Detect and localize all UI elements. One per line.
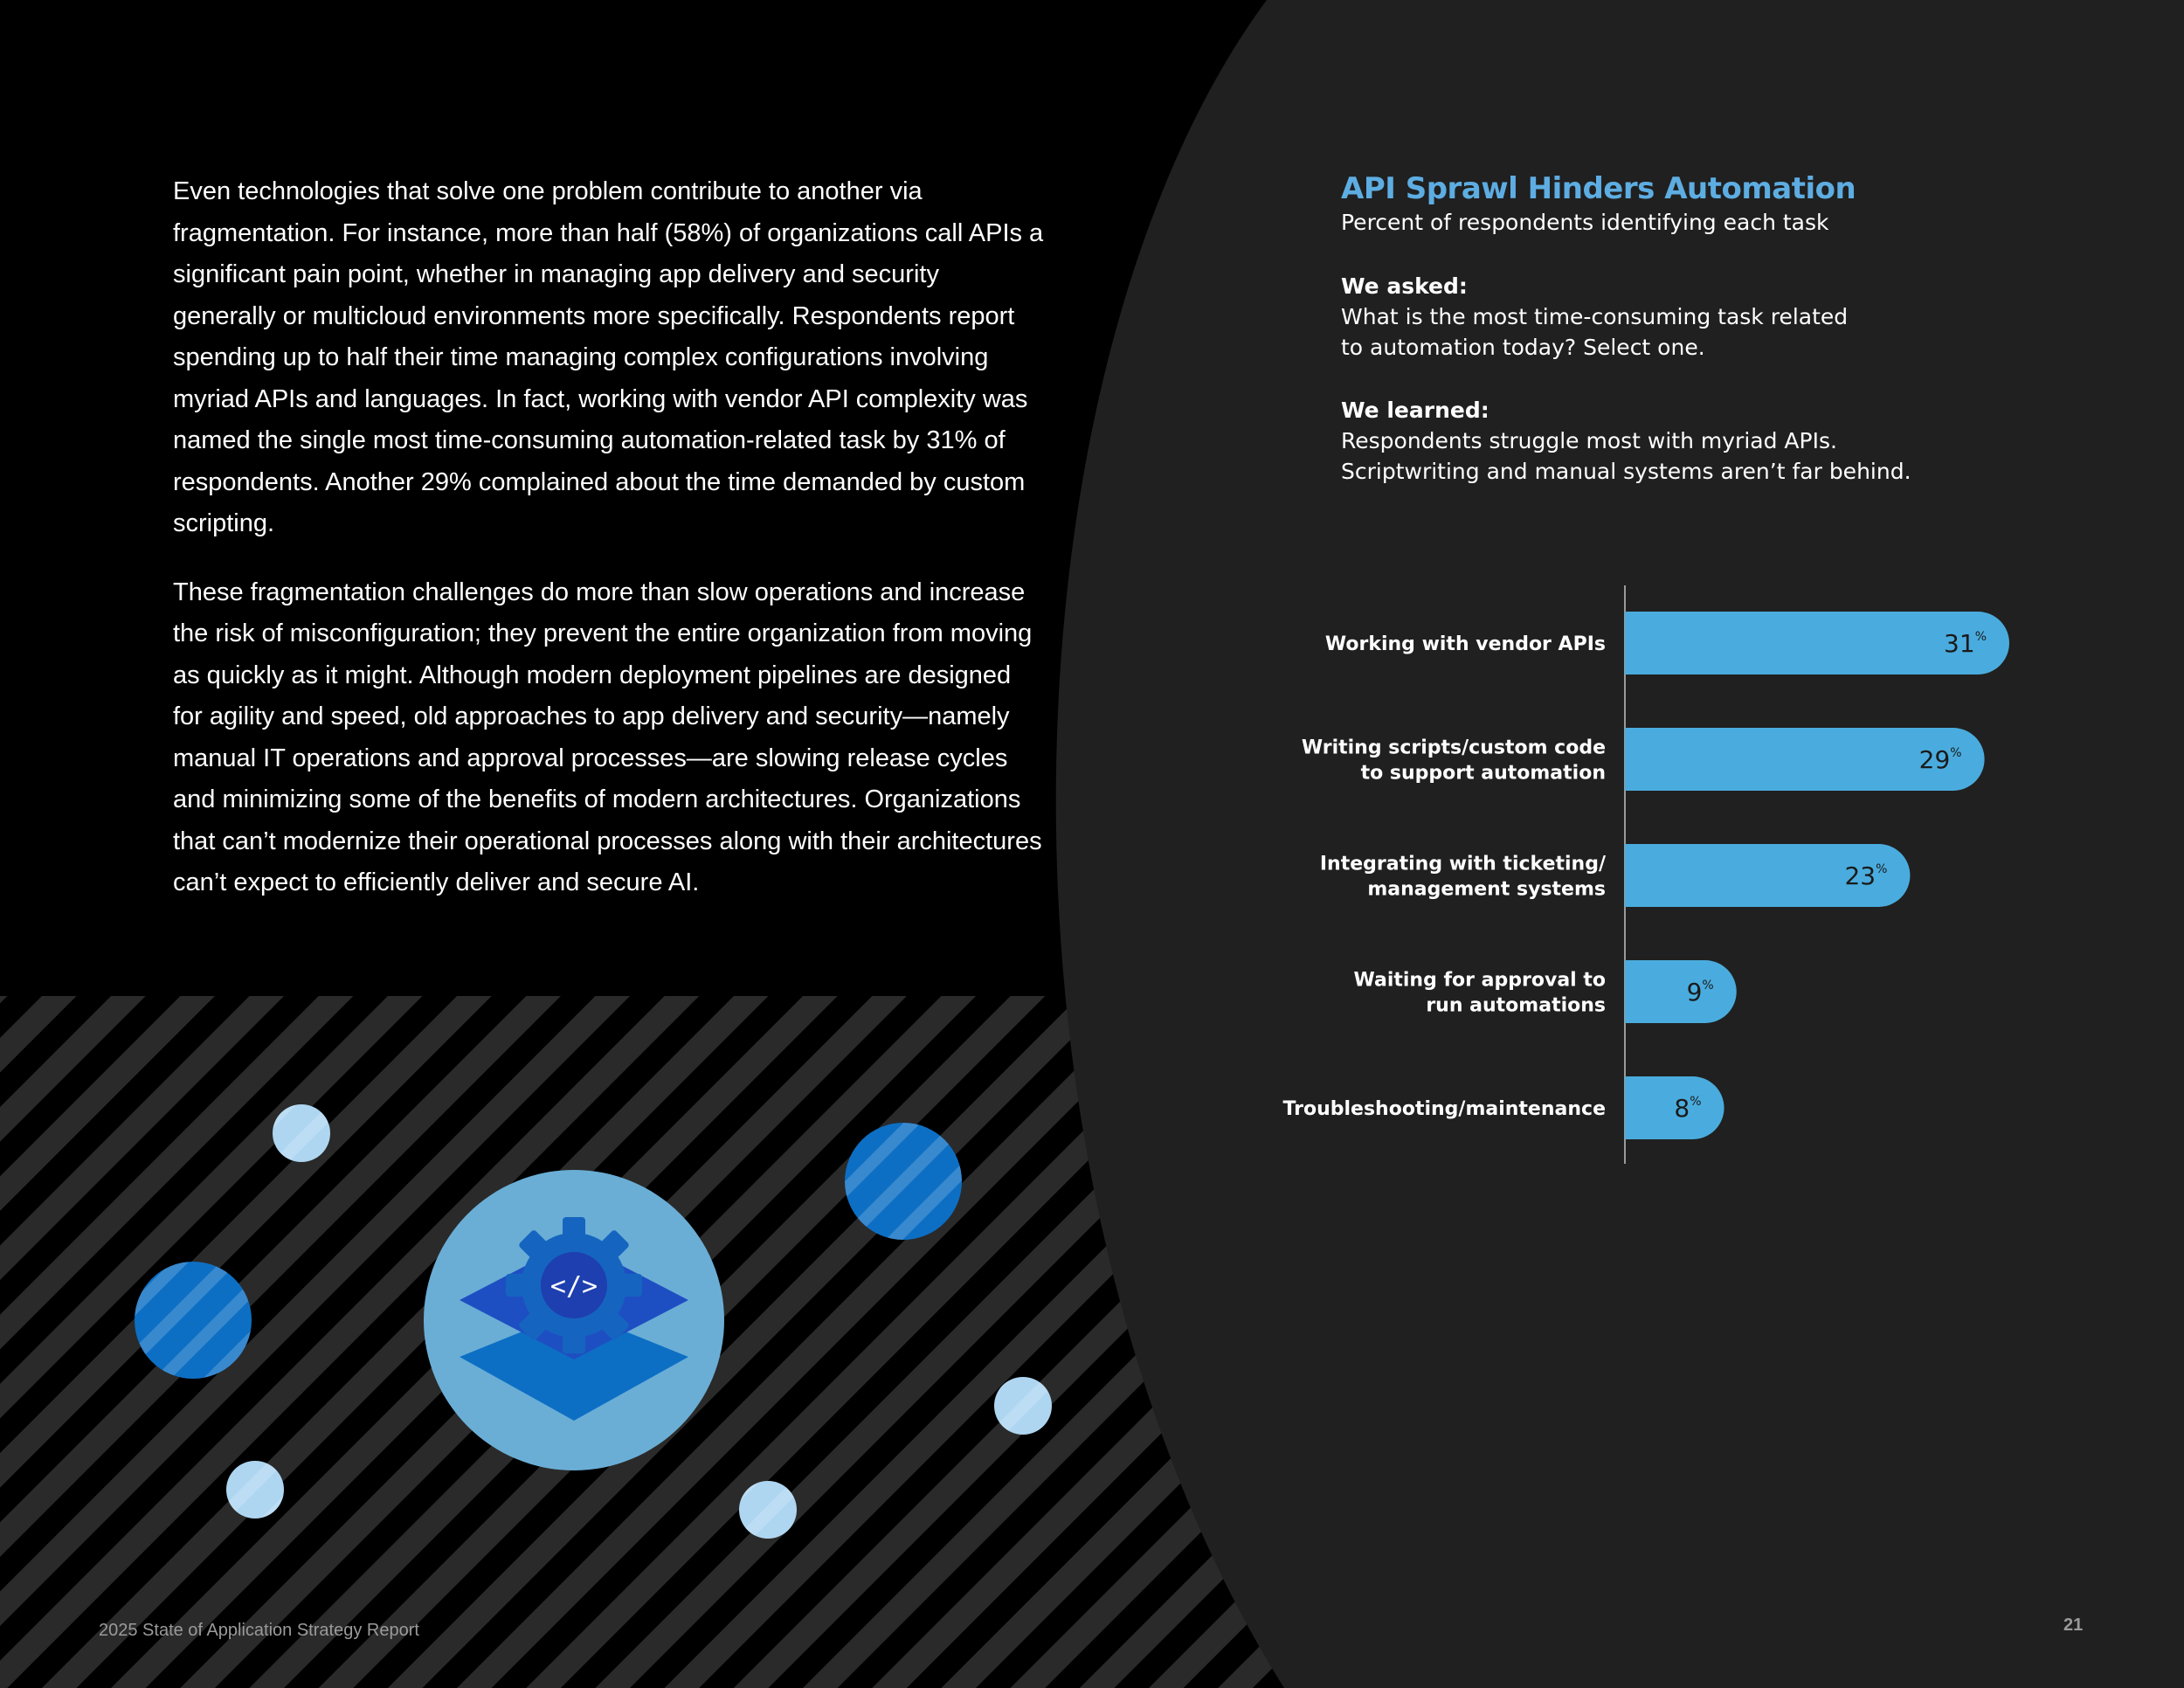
learned-block — [1341, 395, 1911, 487]
code-glyph: </> — [549, 1271, 598, 1302]
chart-category-label: run automations — [1426, 994, 1606, 1017]
asked-block — [1341, 271, 1848, 363]
chart-subtitle: Percent of respondents identifying each task — [1341, 210, 1829, 235]
asked-line-2: to automation today? Select one. — [1341, 335, 1705, 360]
chart-category-label: management systems — [1367, 878, 1606, 901]
chart-value-label: 29% — [1918, 745, 1962, 774]
chart-value-label: 31% — [1944, 629, 1987, 658]
chart-category-label: to support automation — [1360, 762, 1606, 785]
report-name: 2025 State of Application Strategy Report — [99, 1621, 419, 1640]
chart-value-label: 23% — [1844, 861, 1888, 890]
chart-category-label: Integrating with ticketing/ — [1319, 853, 1606, 875]
chart-value-label: 8% — [1674, 1094, 1702, 1123]
chart-category-label: Waiting for approval to — [1353, 969, 1606, 992]
page-number: 21 — [2063, 1615, 2084, 1635]
learned-label: We learned: — [1341, 398, 1489, 423]
chart-category-label: Writing scripts/custom code — [1301, 737, 1606, 759]
learned-line-2: Scriptwriting and manual systems aren’t far behind. — [1341, 459, 1911, 484]
chart-bar — [1625, 960, 1737, 1023]
bar-chart — [1223, 577, 2053, 1171]
chart-category-label: Troubleshooting/maintenance — [1282, 1098, 1606, 1120]
chart-title: API Sprawl Hinders Automation — [1341, 171, 1856, 206]
chart-category-label: Working with vendor APIs — [1324, 633, 1606, 655]
body-paragraph-1: Even technologies that solve one problem contribute to another via fragmentation. For instance, more than half (58%) of organizations call APIs a significant pain point, whether in managing app delivery and security generally or multicloud environments more specifically. Respondents report spending up to half their time managing complex configurations involving myriad APIs and languages. In fact, working with vendor API complexity was named the single most time-consuming automation-related task by 31% of respondents. Another 29% complained about the time demanded by custom scripting. — [173, 177, 1044, 537]
asked-line-1: What is the most time-consuming task related — [1341, 304, 1849, 329]
learned-line-1: Respondents struggle most with myriad APIs. — [1341, 428, 1837, 453]
asked-label: We asked: — [1341, 273, 1468, 299]
chart-value-label: 9% — [1686, 978, 1714, 1007]
code-gear-icon — [424, 1170, 724, 1470]
body-text — [173, 171, 1047, 931]
body-paragraph-2: These fragmentation challenges do more than slow operations and increase the risk of misconfiguration; they prevent the entire organization from moving as quickly as it might. Although modern deployment pipelines are designed for agility and speed, old approaches to app delivery and security—namely manual IT operations and approval processes—are slowing release cycles and minimizing some of the benefits of modern architectures. Organizations that can’t modernize their operational processes along with their architectures can’t expect to efficiently deliver and secure AI. — [173, 578, 1042, 896]
